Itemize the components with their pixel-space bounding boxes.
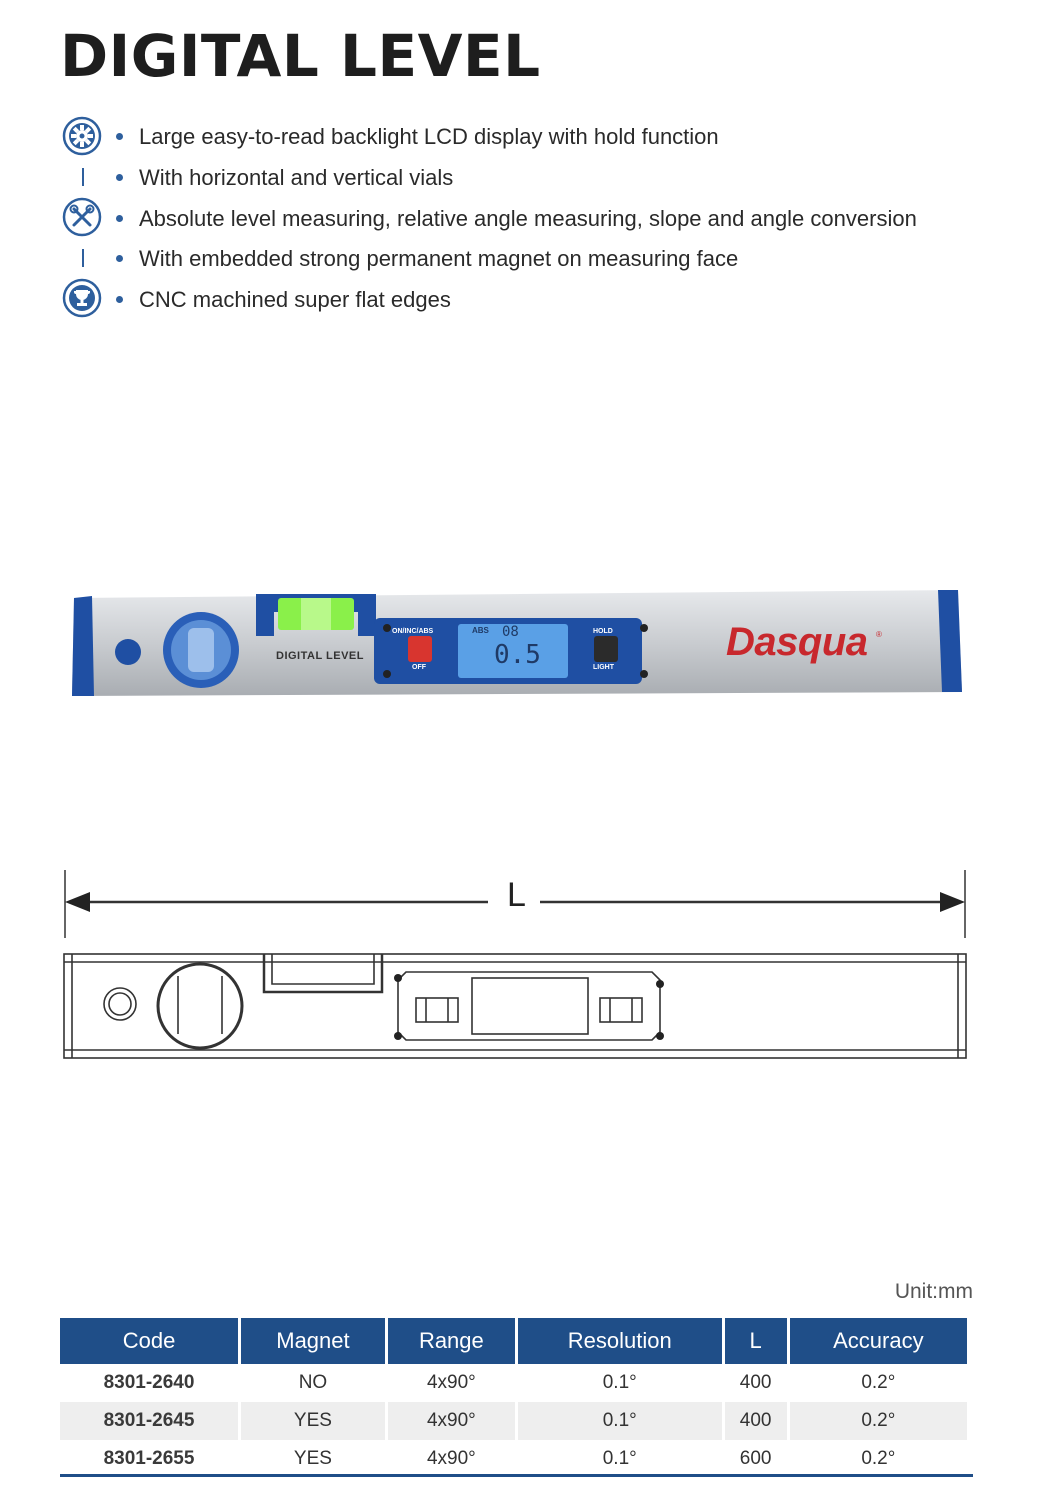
column-header: Code (60, 1318, 238, 1364)
feature-text: Large easy-to-read backlight LCD display with hold function (139, 124, 719, 149)
brand-registered-mark: ® (876, 630, 882, 639)
feature-connector (82, 249, 84, 267)
table-bottom-rule (60, 1474, 973, 1477)
cell-range: 4x90° (426, 1372, 476, 1393)
bullet (116, 255, 123, 262)
feature-item (116, 287, 451, 313)
dimension-diagram (60, 862, 972, 1072)
cell-code: 8301-2645 (60, 1402, 238, 1440)
column-header: Range (388, 1318, 515, 1364)
brand-logo: Dasqua (726, 620, 868, 664)
bullet (116, 215, 123, 222)
cell-magnet: NO (298, 1372, 328, 1393)
cell-resolution: 0.1° (602, 1372, 637, 1393)
lcd-secondary: 08 (502, 624, 519, 640)
tools-icon (62, 197, 102, 237)
table-row (60, 1440, 967, 1478)
column-header: Resolution (518, 1318, 722, 1364)
button-label: ON/INC/ABS (392, 628, 434, 635)
feature-item (116, 165, 453, 191)
cell-range: 4x90° (426, 1448, 476, 1469)
cell-length: 400 (725, 1402, 787, 1440)
unit-label: Unit:mm (894, 1280, 973, 1303)
cell-code: 8301-2655 (103, 1448, 195, 1469)
gear-icon (62, 116, 102, 156)
cell-accuracy: 0.2° (790, 1402, 967, 1440)
feature-text: With embedded strong permanent magnet on measuring face (139, 246, 739, 271)
feature-item (116, 246, 738, 272)
product-label: DIGITAL LEVEL (276, 650, 364, 662)
cell-resolution: 0.1° (518, 1402, 722, 1440)
cell-accuracy: 0.2° (861, 1372, 896, 1393)
table-row (60, 1402, 967, 1440)
cell-length: 400 (739, 1372, 772, 1393)
product-photo (66, 584, 966, 702)
feature-item (116, 206, 917, 232)
table-header-row (60, 1318, 967, 1364)
button-label: HOLD (593, 628, 613, 635)
trophy-icon (62, 278, 102, 318)
feature-connector (82, 168, 84, 186)
lcd-mode: ABS (472, 626, 489, 635)
spec-table (57, 1318, 970, 1478)
button-label: OFF (412, 664, 426, 671)
column-header: Magnet (241, 1318, 385, 1364)
cell-range: 4x90° (388, 1402, 515, 1440)
cell-magnet: YES (241, 1402, 385, 1440)
column-header: Accuracy (790, 1318, 967, 1364)
feature-text: CNC machined super flat edges (139, 287, 451, 312)
bullet (116, 133, 123, 140)
column-header: L (725, 1318, 787, 1364)
feature-text: Absolute level measuring, relative angle measuring, slope and angle conversion (139, 206, 917, 231)
bullet (116, 296, 123, 303)
bullet (116, 174, 123, 181)
cell-accuracy: 0.2° (861, 1448, 896, 1469)
feature-text: With horizontal and vertical vials (139, 165, 454, 190)
button-label: LIGHT (593, 664, 614, 671)
cell-code: 8301-2640 (103, 1372, 195, 1393)
table-row (60, 1364, 967, 1402)
page-title: DIGITAL LEVEL (60, 22, 541, 90)
lcd-reading: 0.5 (494, 640, 541, 670)
dimension-label: L (493, 876, 540, 915)
cell-length: 600 (739, 1448, 772, 1469)
cell-resolution: 0.1° (602, 1448, 637, 1469)
feature-item (116, 124, 719, 150)
cell-magnet: YES (293, 1448, 332, 1469)
